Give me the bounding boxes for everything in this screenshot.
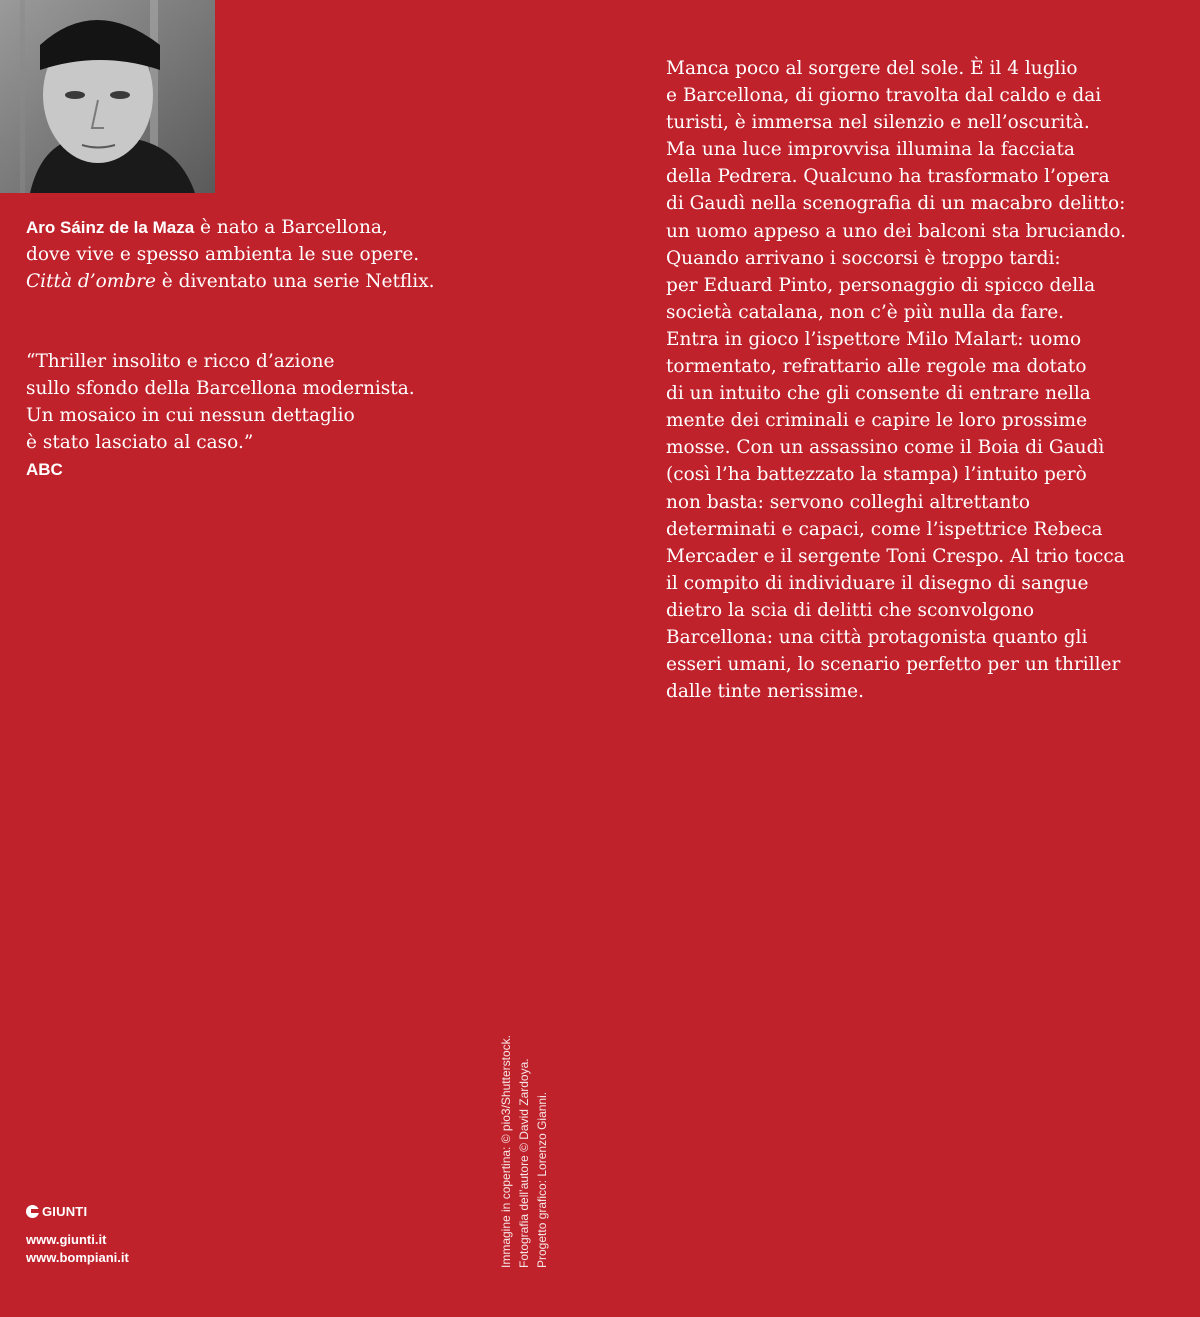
blurb-line: per Eduard Pinto, personaggio di spicco della: [666, 274, 1096, 296]
giunti-logo-mark-icon: [26, 1205, 39, 1218]
blurb-line: di Gaudì nella scenografia di un macabro delitto:: [666, 193, 1126, 215]
blurb-line: società catalana, non c’è più nulla da fare.: [666, 301, 1065, 323]
blurb-line: Quando arrivano i soccorsi è troppo tardi:: [666, 247, 1061, 269]
blurb-line: turisti, è immersa nel silenzio e nell’oscurità.: [666, 112, 1090, 134]
blurb-line: di un intuito che gli consente di entrare nella: [666, 383, 1091, 405]
blurb-line: Manca poco al sorgere del sole. È il 4 luglio: [666, 58, 1078, 79]
blurb-line: esseri umani, lo scenario perfetto per un thriller: [666, 654, 1121, 676]
quote-line: sullo sfondo della Barcellona modernista.: [26, 378, 415, 399]
review-quote: [26, 348, 466, 483]
image-credits: [497, 1028, 551, 1268]
quote-line: è stato lasciato al caso.”: [26, 432, 254, 453]
credit-line: Fotografia dell’autore © David Zardoya.: [517, 1058, 531, 1268]
bio-line-3: [26, 268, 466, 295]
blurb-line: mosse. Con un assassino come il Boia di Gaudì: [666, 437, 1105, 459]
credit-line: Progetto grafico: Lorenzo Gianni.: [535, 1091, 549, 1268]
blurb-line: Barcellona: una città protagonista quanto gli: [666, 626, 1088, 648]
bio-text: è diventato una serie Netflix.: [155, 271, 435, 292]
author-bio: [26, 214, 466, 295]
author-name: Aro Sáinz de la Maza: [26, 218, 195, 237]
blurb-line: mente dei criminali e capire le loro prossime: [666, 410, 1088, 432]
quote-line: Un mosaico in cui nessun dettaglio: [26, 405, 355, 426]
blurb-line: non basta: servono colleghi altrettanto: [666, 491, 1030, 513]
blurb-line: (così l’ha battezzato la stampa) l’intuito però: [666, 464, 1087, 486]
bio-line-1: [26, 214, 466, 241]
url-link[interactable]: www.bompiani.it: [26, 1250, 129, 1265]
blurb-line: Entra in gioco l’ispettore Milo Malart: uomo: [666, 328, 1082, 350]
book-title: Città d’ombre: [26, 271, 156, 292]
blurb-line: dalle tinte nerissime.: [666, 681, 864, 703]
quote-source: ABC: [26, 460, 63, 479]
book-blurb: [666, 55, 1166, 705]
blurb-line: un uomo appeso a uno dei balconi sta bruciando.: [666, 220, 1127, 242]
blurb-line: e Barcellona, di giorno travolta dal caldo e dai: [666, 85, 1102, 107]
bio-line-2: dove vive e spesso ambienta le sue opere.: [26, 244, 420, 265]
publisher-logo: [26, 1204, 129, 1219]
author-photo: [0, 0, 215, 193]
author-portrait-icon: [0, 0, 215, 193]
credit-line: Immagine in copertina: © pio3/Shutterstock.: [499, 1035, 513, 1268]
quote-line: “Thriller insolito e ricco d’azione: [26, 351, 335, 372]
blurb-line: determinati e capaci, come l’ispettrice Rebeca: [666, 518, 1103, 540]
publisher-block: [26, 1204, 129, 1267]
publisher-urls: [26, 1231, 129, 1267]
publisher-logo-text: GIUNTI: [42, 1204, 88, 1219]
blurb-line: tormentato, refrattario alle regole ma dotato: [666, 356, 1087, 378]
url-link[interactable]: www.giunti.it: [26, 1232, 107, 1247]
bio-text: è nato a Barcellona,: [194, 217, 388, 238]
blurb-line: Ma una luce improvvisa illumina la facciata: [666, 139, 1075, 161]
blurb-line: il compito di individuare il disegno di sangue: [666, 572, 1089, 594]
blurb-line: dietro la scia di delitti che sconvolgono: [666, 599, 1034, 621]
blurb-line: Mercader e il sergente Toni Crespo. Al trio tocca: [666, 545, 1125, 567]
blurb-line: della Pedrera. Qualcuno ha trasformato l’opera: [666, 166, 1110, 188]
